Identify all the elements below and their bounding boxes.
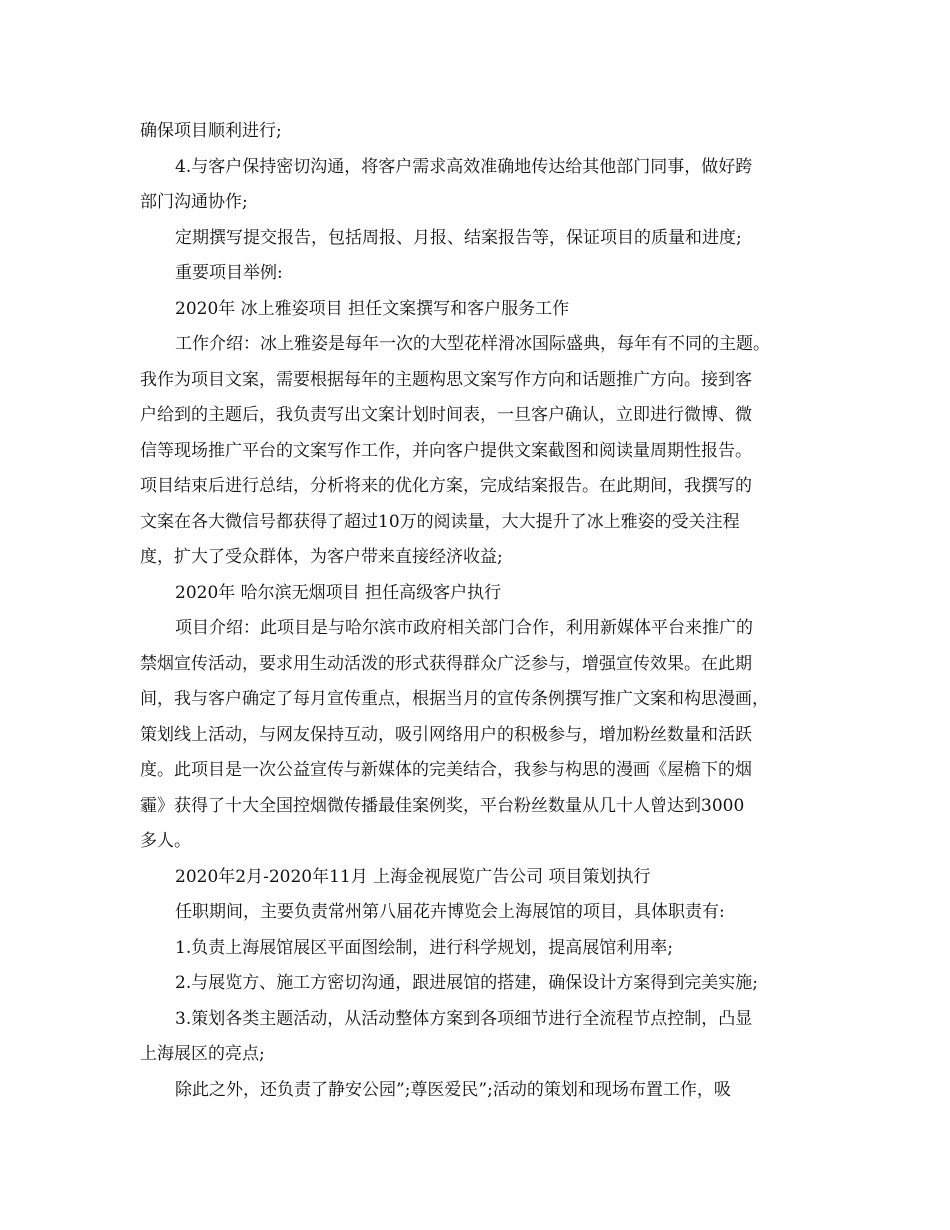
text-line: 霾》获得了十大全国控烟微传播最佳案例奖，平台粉丝数量从几十人曾达到3000 xyxy=(140,795,745,816)
text-line: 户给到的主题后，我负责写出文案计划时间表，一旦客户确认，立即进行微博、微 xyxy=(140,405,752,425)
text-line: 除此之外，还负责了静安公园”;尊医爱民”;活动的策划和现场布置工作，吸 xyxy=(175,1079,731,1100)
text-line: 4.与客户保持密切沟通，将客户需求高效准确地传达给其他部门同事，做好跨 xyxy=(175,156,753,177)
text-line: 工作介绍：冰上雅姿是每年一次的大型花样滑冰国际盛典，每年有不同的主题。 xyxy=(175,334,770,354)
text-line: 多人。 xyxy=(140,831,191,851)
text-line: 确保项目顺利进行; xyxy=(140,121,282,141)
text-line: 1.负责上海展馆展区平面图绘制，进行科学规划，提高展馆利用率; xyxy=(175,937,673,958)
text-line: 定期撰写提交报告，包括周报、月报、结案报告等，保证项目的质量和进度; xyxy=(175,227,742,248)
text-line: 任职期间，主要负责常州第八届花卉博览会上海展馆的项目，具体职责有: xyxy=(175,902,725,922)
text-line: 禁烟宣传活动，要求用生动活泼的形式获得群众广泛参与，增强宣传效果。在此期 xyxy=(140,653,752,674)
text-line: 3.策划各类主题活动，从活动整体方案到各项细节进行全流程节点控制，凸显 xyxy=(175,1008,753,1029)
job-heading: 2020年2月-2020年11月 上海金视展览广告公司 项目策划执行 xyxy=(175,866,651,887)
text-line: 策划线上活动，与网友保持互动，吸引网络用户的积极参与，增加粉丝数量和活跃 xyxy=(140,724,752,745)
text-line: 项目结束后进行总结，分析将来的优化方案，完成结案报告。在此期间，我撰写的 xyxy=(140,476,752,496)
text-line: 部门沟通协作; xyxy=(140,192,248,212)
project-heading: 2020年 冰上雅姿项目 担任文案撰写和客户服务工作 xyxy=(175,298,570,319)
text-line: 上海展区的亮点; xyxy=(140,1044,265,1064)
text-line: 信等现场推广平台的文案写作工作，并向客户提供文案截图和阅读量周期性报告。 xyxy=(140,440,752,461)
project-heading: 2020年 哈尔滨无烟项目 担任高级客户执行 xyxy=(175,582,502,603)
text-line: 项目介绍：此项目是与哈尔滨市政府相关部门合作，利用新媒体平台来推广的 xyxy=(175,618,753,638)
text-line: 度，扩大了受众群体，为客户带来直接经济收益; xyxy=(140,547,503,567)
text-line: 重要项目举例: xyxy=(175,263,283,283)
text-line: 间，我与客户确定了每月宣传重点，根据当月的宣传条例撰写推广文案和构思漫画， xyxy=(140,689,769,709)
text-line: 文案在各大微信号都获得了超过10万的阅读量，大大提升了冰上雅姿的受关注程 xyxy=(140,511,740,532)
text-line: 度。此项目是一次公益宣传与新媒体的完美结合，我参与构思的漫画《屋檐下的烟 xyxy=(140,760,752,780)
text-line: 我作为项目文案，需要根据每年的主题构思文案写作方向和话题推广方向。接到客 xyxy=(140,369,752,390)
text-line: 2.与展览方、施工方密切沟通，跟进展馆的搭建，确保设计方案得到完美实施; xyxy=(175,973,758,993)
